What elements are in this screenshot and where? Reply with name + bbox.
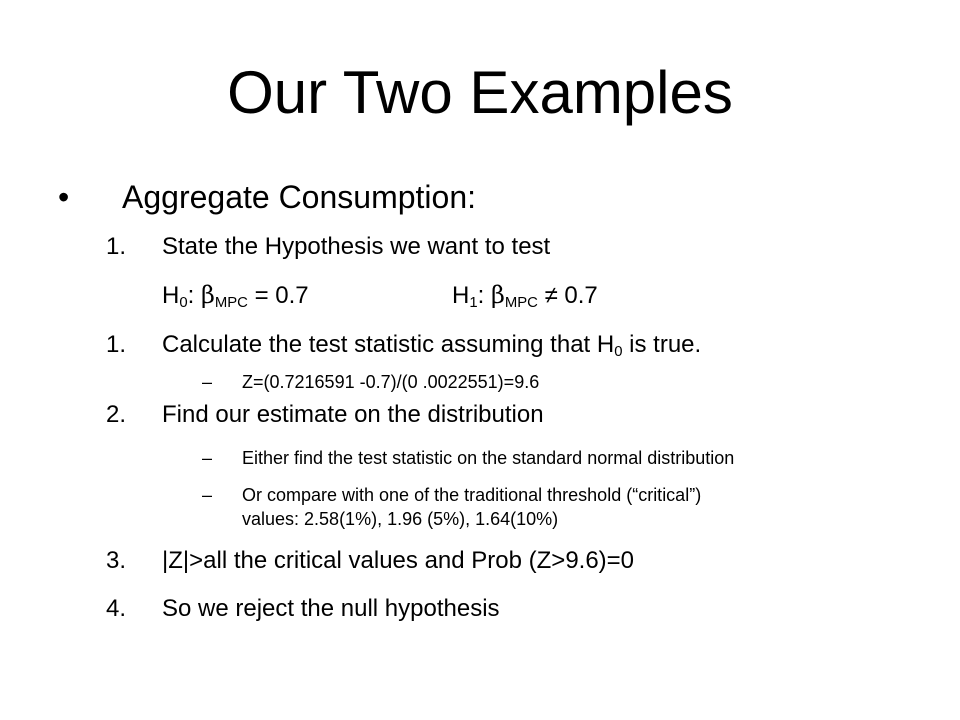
item-text: Calculate the test statistic assuming that $H_0$ is true. (162, 331, 702, 361)
null-hypothesis: $H_0$: $\beta_{MPC} = 0.7$ (162, 281, 309, 312)
bullet-marker: • (58, 179, 70, 215)
item-number: 3. (106, 547, 127, 574)
sub-item-text: Either find the test statistic on the standard normal distribution (242, 448, 735, 468)
beta-symbol: β (200, 281, 215, 309)
item-text: Find our estimate on the distribution (162, 401, 544, 428)
dash-marker: – (202, 485, 213, 505)
sub-item-text: Or compare with one of the traditional threshold (“critical”) (242, 485, 702, 505)
item-number: 2. (106, 401, 127, 428)
alternative-hypothesis: $H_1$: $\beta_{MPC} \ne 0.7$ (452, 281, 598, 312)
item-text: So we reject the null hypothesis (162, 595, 500, 622)
item-number: 1. (106, 233, 127, 260)
item-number: 1. (106, 331, 127, 358)
z-formula: Z=(0.7216591 -0.7)/(0 .0022551)=9.6 (242, 372, 540, 392)
bullet-text: Aggregate Consumption: (122, 179, 476, 215)
critical-values: values: 2.58(1%), 1.96 (5%), 1.64(10%) (242, 509, 559, 529)
item-number: 4. (106, 595, 127, 622)
item-text: State the Hypothesis we want to test (162, 233, 551, 260)
item-text: |Z|>all the critical values and Prob (Z>9.6)=0 (162, 547, 635, 574)
beta-symbol: β (490, 281, 505, 309)
dash-marker: – (202, 372, 213, 392)
slide-title: Our Two Examples (227, 59, 733, 126)
dash-marker: – (202, 448, 213, 468)
